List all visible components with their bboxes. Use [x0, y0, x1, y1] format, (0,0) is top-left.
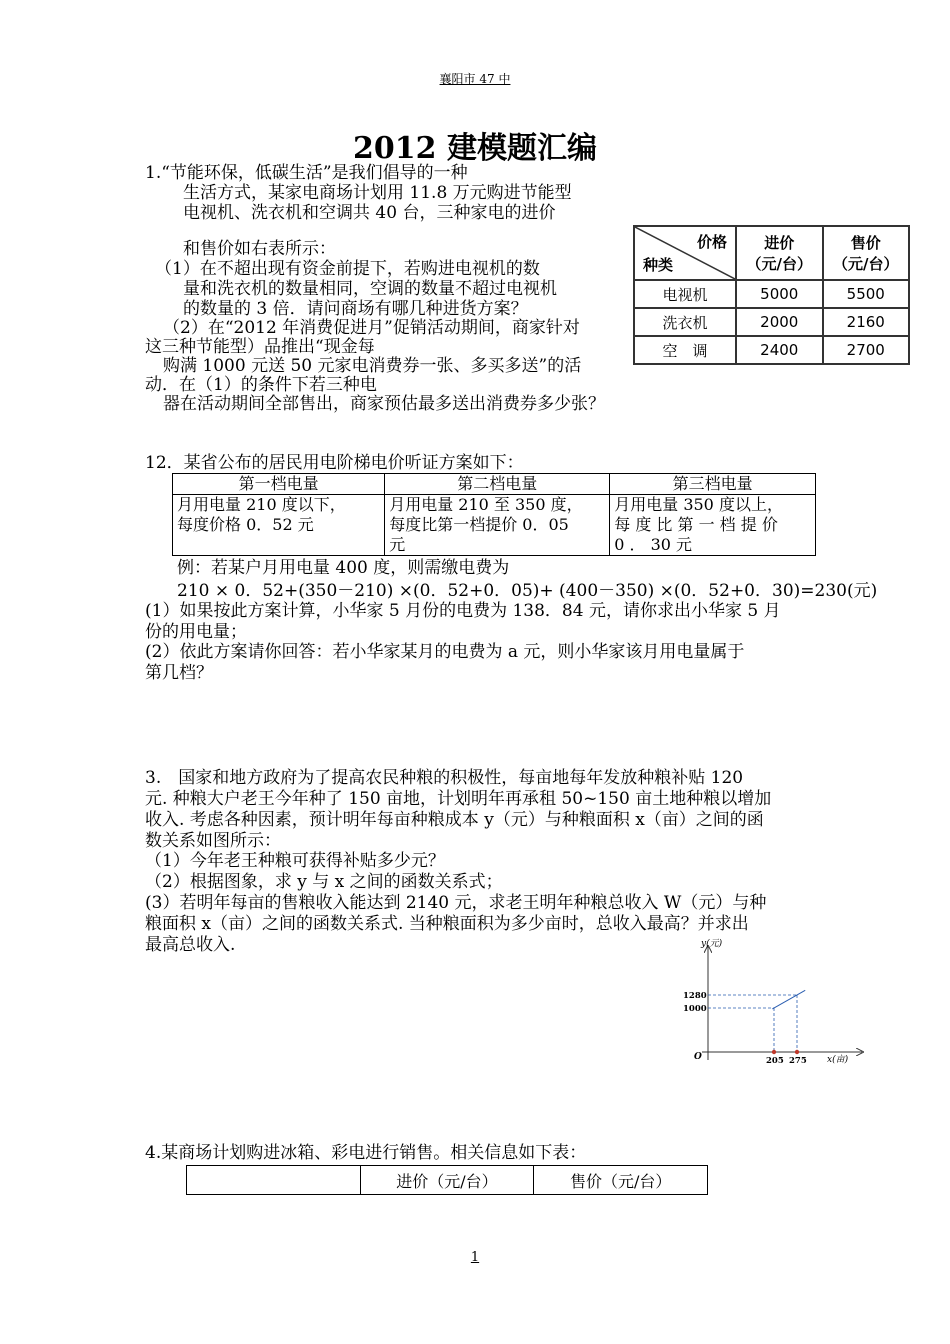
q3-line: 数关系如图所示： [145, 831, 281, 851]
q2-intro: 12．某省公布的居民用电阶梯电价听证方案如下： [145, 453, 524, 473]
q3-line: 3. 国家和地方政府为了提高农民种粮的积极性，每亩地每年发放种粮补贴 120 [145, 768, 744, 788]
q2-example: 例：若某户月用电量 400 度，则需缴电费为 [177, 558, 510, 578]
y-axis-label: y(元) [701, 939, 723, 949]
q3-line: (3）若明年每亩的售粮收入能达到 2140 元，求老王明年种粮总收入 W（元）与种 [145, 893, 767, 913]
header-kind-label: 种类 [643, 256, 674, 274]
tier-2-cell: 月用电量 210 至 350 度， 每度比第一档提价 0．05 元 [385, 495, 610, 556]
q1-line: 购满 1000 元送 50 元家电消费券一张、多买多送”的活 [163, 356, 582, 376]
price-header: 售价（元/台） [534, 1166, 708, 1195]
tier-1-cell: 月用电量 210 度以下， 每度价格 0．52 元 [173, 495, 385, 556]
table-row: 洗衣机 2000 2160 [634, 308, 909, 336]
q2-line: 份的用电量； [145, 622, 247, 642]
y-tick-label: 1000 [683, 1004, 707, 1014]
header-price-label: 价格 [696, 233, 727, 251]
q1-line: 器在活动期间全部售出，商家预估最多送出消费券多少张？ [163, 394, 605, 414]
q1-line: 动．在（1）的条件下若三种电 [145, 375, 377, 395]
q1-line: （1）在不超出现有资金前提下，若购进电视机的数 [155, 259, 540, 279]
q4-intro: 4.某商场计划购进冰箱、彩电进行销售。相关信息如下表： [145, 1143, 587, 1163]
tier-2-header: 第二档电量 [385, 474, 610, 495]
q3-line: 收入. 考虑各种因素，预计明年每亩种粮成本 y（元）与种粮面积 x（亩）之间的函 [145, 810, 764, 830]
fridge-tv-table [186, 1165, 708, 1195]
q2-formula: 210 × 0．52+(350－210) ×(0．52+0．05)+ (400－350) ×(0．52+0．30)=230(元) [177, 581, 878, 601]
page-title: 2012 建模题汇编 [353, 131, 597, 166]
tier-3-cell: 月用电量 350 度以上， 每 度 比 第 一 档 提 价 0 ． 30 元 [610, 495, 816, 556]
table-row: 空 调 2400 2700 [634, 336, 909, 364]
q1-line: 电视机、洗衣机和空调共 40 台，三种家电的进价 [183, 203, 556, 223]
q3-line: （1）今年老王种粮可获得补贴多少元？ [145, 851, 445, 871]
blank-header [187, 1166, 361, 1195]
x-point-275 [795, 1050, 799, 1054]
q2-line: (2）依此方案请你回答：若小华家某月的电费为 a 元，则小华家该月用电量属于 [145, 642, 745, 662]
x-tick-label: 205 [766, 1056, 784, 1066]
page-number: 1 [470, 1250, 480, 1265]
q3-line: 元. 种粮大户老王今年种了 150 亩地，计划明年再承租 50~150 亩土地种粮以增加 [145, 789, 772, 809]
q1-line: 生活方式，某家电商场计划用 11.8 万元购进节能型 [183, 183, 572, 203]
q2-line: (1）如果按此方案计算，小华家 5 月份的电费为 138．84 元，请你求出小华家 5 月 [145, 601, 781, 621]
origin-label: O [694, 1052, 702, 1062]
price-table [633, 225, 910, 365]
x-axis-label: x(亩) [827, 1055, 849, 1065]
q1-line: 这三种节能型）品推出“现金每 [145, 337, 375, 357]
q1-line: 和售价如右表所示： [183, 239, 336, 259]
q1-line: 的数量的 3 倍．请问商场有哪几种进货方案？ [183, 299, 528, 319]
cost-header: 进价（元/台） [360, 1166, 534, 1195]
cost-area-graph [680, 935, 870, 1075]
x-point-205 [772, 1050, 776, 1054]
y-tick-label: 1280 [683, 991, 707, 1001]
q1-line: 量和洗衣机的数量相同，空调的数量不超过电视机 [183, 279, 557, 299]
diagonal-header-cell [634, 226, 736, 280]
q3-line: （2）根据图象，求 y 与 x 之间的函数关系式； [145, 872, 503, 892]
tier-3-header: 第三档电量 [610, 474, 816, 495]
price-header: 售价 （元/台） [823, 226, 910, 280]
electricity-table [172, 473, 816, 556]
page-header: 襄阳市 47 中 [439, 72, 511, 86]
x-tick-label: 275 [789, 1056, 807, 1066]
q3-line: 最高总收入. [145, 935, 236, 955]
series-line [772, 990, 805, 1009]
q1-line: （2）在“2012 年消费促进月”促销活动期间，商家针对 [163, 318, 580, 338]
q2-line: 第几档？ [145, 663, 213, 683]
table-row: 电视机 5000 5500 [634, 280, 909, 308]
q3-line: 粮面积 x（亩）之间的函数关系式. 当种粮面积为多少亩时，总收入最高？并求出 [145, 914, 749, 934]
tier-1-header: 第一档电量 [173, 474, 385, 495]
cost-header: 进价 （元/台） [736, 226, 823, 280]
q1-line: 1.“节能环保，低碳生活”是我们倡导的一种 [145, 163, 468, 183]
